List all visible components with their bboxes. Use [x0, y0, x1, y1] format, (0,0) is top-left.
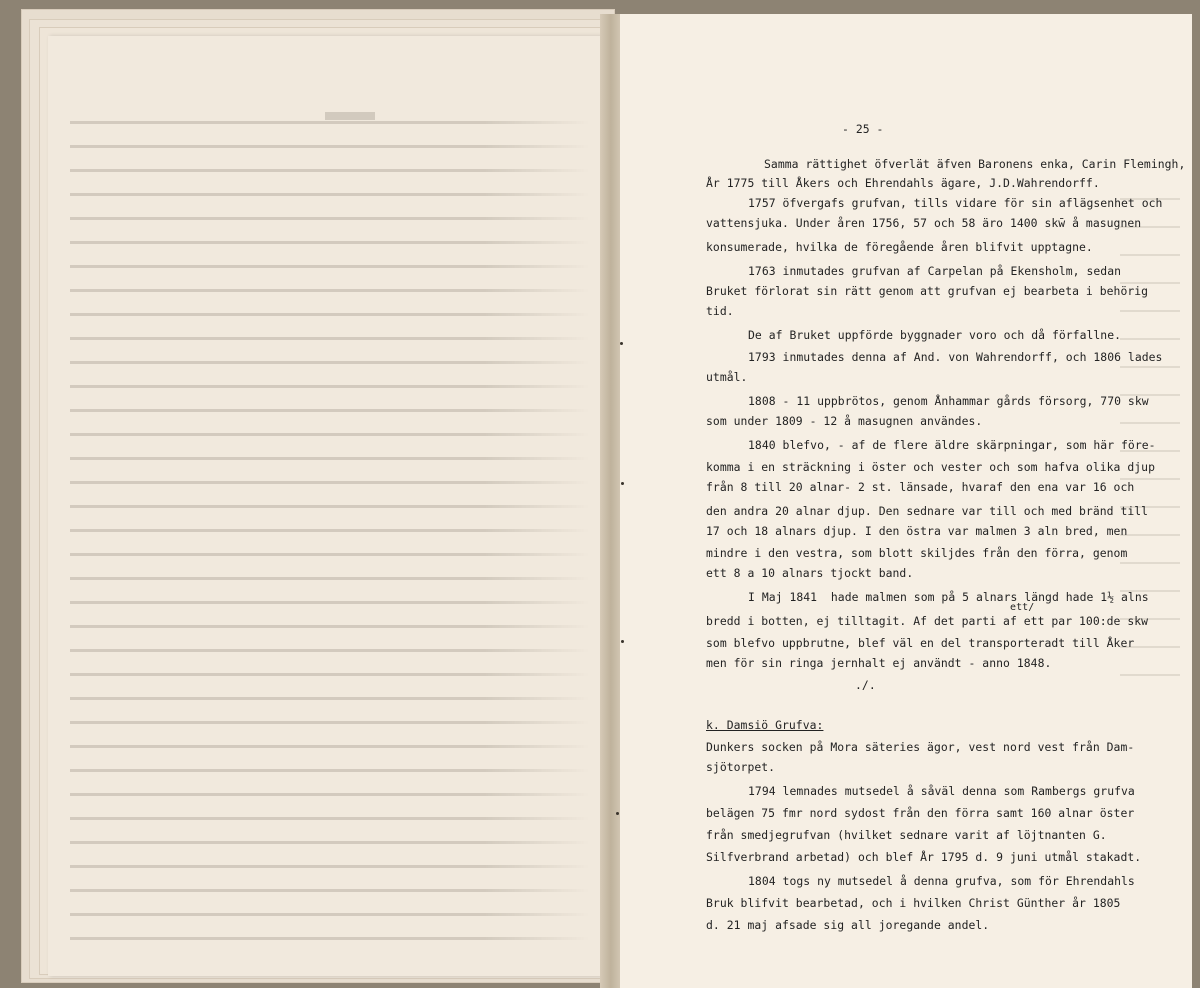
text-line: konsumerade, hvilka de föregående åren blifvit upptagne. — [706, 240, 1093, 254]
text-line: den andra 20 alnar djup. Den sednare var till och med bränd till — [706, 504, 1149, 518]
text-line: Dunkers socken på Mora säteries ägor, vest nord vest från Dam- — [706, 740, 1135, 754]
text-line: 1840 blefvo, - af de flere äldre skärpningar, som här före- — [748, 438, 1156, 452]
page-number: - 25 - — [842, 122, 884, 136]
text-line: men för sin ringa jernhalt ej användt - anno 1848. — [706, 656, 1052, 670]
margin-mark — [616, 812, 619, 815]
text-line: utmål. — [706, 370, 748, 384]
margin-mark — [621, 482, 624, 485]
text-line: År 1775 till Åkers och Ehrendahls ägare, J.D.Wahrendorff. — [706, 176, 1100, 190]
text-line: komma i en sträckning i öster och vester och som hafva olika djup — [706, 460, 1156, 474]
text-line: Samma rättighet öfverlät äfven Baronens enka, Carin Flemingh, — [764, 157, 1186, 171]
text-line: 1794 lemnades mutsedel å såväl denna som Rambergs grufva — [748, 784, 1135, 798]
text-line: Silfverbrand arbetad) och blef År 1795 d. 9 juni utmål stakadt. — [706, 850, 1142, 864]
text-line: 1804 togs ny mutsedel å denna grufva, som för Ehrendahls — [748, 874, 1135, 888]
text-line: Bruk blifvit bearbetad, och i hvilken Christ Günther år 1805 — [706, 896, 1121, 910]
text-line: Bruket förlorat sin rätt genom att grufvan ej bearbeta i behörig — [706, 284, 1149, 298]
margin-mark — [621, 640, 624, 643]
text-line: belägen 75 fmr nord sydost från den förra samt 160 alnar öster — [706, 806, 1135, 820]
end-mark: ./. — [855, 678, 876, 692]
left-page-faded-page-number — [325, 112, 375, 120]
text-line: I Maj 1841 hade malmen som på 5 alnars längd hade 1½ alns — [748, 590, 1149, 604]
section-heading: k. Damsiö Grufva: — [706, 718, 824, 732]
left-page-faded-text — [70, 105, 590, 955]
text-line: De af Bruket uppförde byggnader voro och då förfallne. — [748, 328, 1122, 342]
margin-mark — [620, 342, 623, 345]
text-line: 1793 inmutades denna af And. von Wahrendorff, och 1806 lades — [748, 350, 1163, 364]
text-line: 1763 inmutades grufvan af Carpelan på Ekensholm, sedan — [748, 264, 1122, 278]
text-line: vattensjuka. Under åren 1756, 57 och 58 äro 1400 skw̄ å masugnen — [706, 216, 1142, 230]
text-line: 17 och 18 alnars djup. I den östra var malmen 3 aln bred, men — [706, 524, 1128, 538]
text-line: 1757 öfvergafs grufvan, tills vidare för sin aflägsenhet och — [748, 196, 1163, 210]
text-line: 1808 - 11 uppbrötos, genom Ånhammar gårds försorg, 770 skw — [748, 394, 1149, 408]
text-line: från smedjegrufvan (hvilket sednare varit af löjtnanten G. — [706, 828, 1107, 842]
text-line: ett 8 a 10 alnars tjockt band. — [706, 566, 914, 580]
text-line: sjötorpet. — [706, 760, 776, 774]
text-line: tid. — [706, 304, 734, 318]
handwritten-insertion: ett/ — [1010, 602, 1035, 613]
text-line: från 8 till 20 alnar- 2 st. länsade, hvaraf den ena var 16 och — [706, 480, 1135, 494]
text-line: d. 21 maj afsade sig all joregande andel. — [706, 918, 990, 932]
text-line: som under 1809 - 12 å masugnen användes. — [706, 414, 983, 428]
text-line: som blefvo uppbrutne, blef väl en del transporteradt till Åker — [706, 636, 1135, 650]
text-line: mindre i den vestra, som blott skiljdes från den förra, genom — [706, 546, 1128, 560]
text-line: bredd i botten, ej tilltagit. Af det parti af ett par 100:de skw — [706, 614, 1149, 628]
